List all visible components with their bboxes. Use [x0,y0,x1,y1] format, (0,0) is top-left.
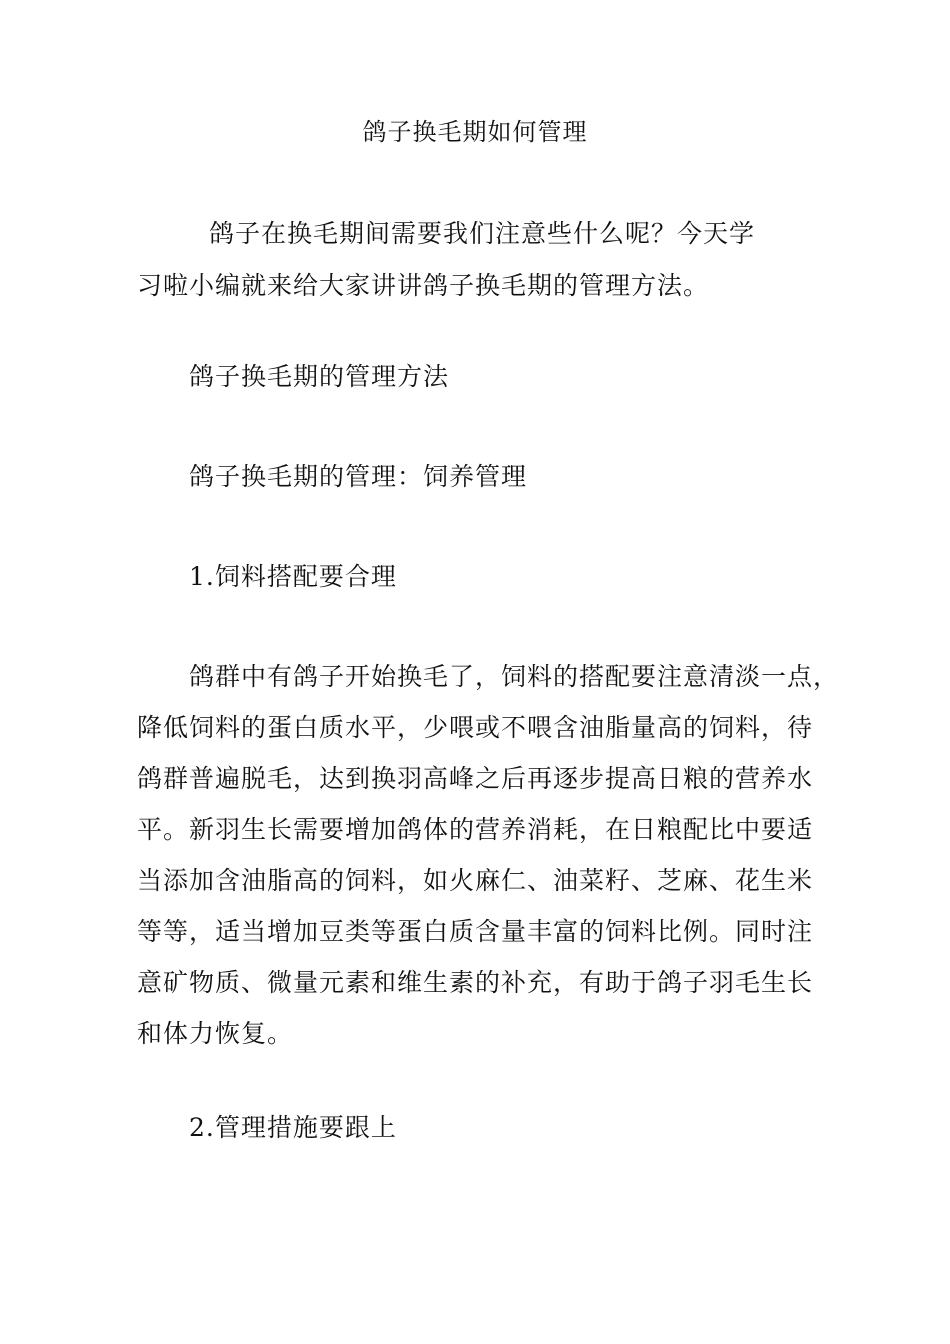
section-heading: 鸽子换毛期的管理方法 [189,362,450,391]
paragraph-line: 鸽群中有鸽子开始换毛了，饲料的搭配要注意清淡一点， [189,662,840,691]
document-title: 鸽子换毛期如何管理 [362,118,588,146]
paragraph-line: 意矿物质、微量元素和维生素的补充，有助于鸽子羽毛生长 [137,968,814,997]
subsection-heading: 鸽子换毛期的管理：饲养管理 [189,462,528,491]
paragraph-line: 等等，适当增加豆类等蛋白质含量丰富的饲料比例。同时注 [137,917,814,946]
item-2-heading: 2.管理措施要跟上 [189,1113,397,1142]
intro-paragraph [137,208,837,312]
intro-line-2: 习啦小编就来给大家讲讲鸽子换毛期的管理方法。 [137,271,710,300]
paragraph-line: 降低饲料的蛋白质水平，少喂或不喂含油脂量高的饲料，待 [137,713,814,742]
paragraph-line: 当添加含油脂高的饲料，如火麻仁、油菜籽、芝麻、花生米 [137,866,814,895]
item-1-paragraph [137,651,840,1059]
item-1-heading: 1.饲料搭配要合理 [189,562,397,591]
paragraph-line: 鸽群普遍脱毛，达到换羽高峰之后再逐步提高日粮的营养水 [137,764,814,793]
intro-line-1: 鸽子在换毛期间需要我们注意些什么呢？今天学 [209,219,756,248]
paragraph-line: 平。新羽生长需要增加鸽体的营养消耗，在日粮配比中要适 [137,815,814,844]
paragraph-line: 和体力恢复。 [137,1019,294,1048]
